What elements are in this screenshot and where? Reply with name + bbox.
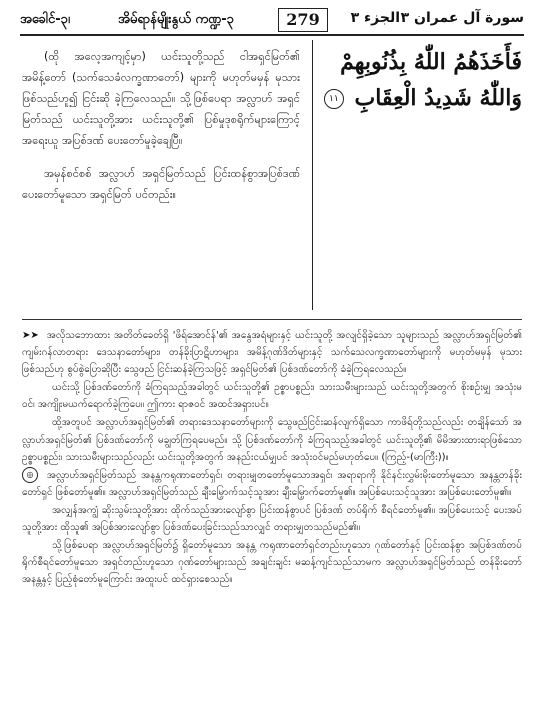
page-number: 279 [278,8,328,32]
circle-note-icon: ◎ [22,467,38,483]
arabic-line-1: فَأَخَذَهُمُ اللّٰهُ بِذُنُوبِهِمْ [340,49,522,75]
arabic-line-2-text: وَاللّٰهُ شَدِيدُ الْعِقَابِ [354,85,522,111]
column-divider [312,40,313,310]
translation-paragraph: (ထို အလေ့အကျင့်မှာ) ယင်းသူတို့သည် ငါအရှင်မြတ်၏ အမိန့်တော် (သက်သေခံလက္ခဏာတော်) များကို မဟုတ်မမှန် မုသားဖြစ်သည်ဟူ၍ ငြင်းဆို ခဲ့ကြလေသည်။ သို့ဖြစ်ပေရာ အလ္လာဟ် အရှင်မြတ်သည် ယင်းသူတို့အား ယင်းသူတို့၏ ပြစ်မှုဒုစရိုက်များကြောင့် အရေးယူ အပြစ်ဒဏ် ပေးတော်မူခဲ့ချေပြီ။ [22,50,300,147]
ayah-number-icon: ١١ [324,89,344,109]
commentary-text: အလ္လာဟ်အရှင်မြတ်သည် အနန္တကရုဏာတော်ရှင်၊ တရားမျှတတော်မူသောအရှင်၊ အရာရာကို နိုင်နင်းလွှမ်းမိုးတော်မူသော အနန္တတန်ခိုးတော်ရှင် ဖြစ်တော်မူ၏။ အလ္လာဟ်အရှင်မြတ်သည် ချီးမြှောက်သင့်သူအား ချီးမြှောက်တော်မူ၏။ အပြစ်ပေးသင့်သူအား အပြစ်ပေးတော်မူ၏။ [22,469,522,498]
book-title: အိမ်ရာန်မျိုးနွယ် ကဏ္ဍ-၃ [118,12,234,27]
commentary-paragraph: အလျှန်အကျွံ ဆိုးသွမ်းသူတို့အား ထိုက်သည်အားလျော်စွာ ပြင်းထန်စွာပင် ပြစ်ဒဏ် တပ်ရိုက် စီရင်တော်မူ၏။ အပြစ်ပေးသင့် ပေးအပ်သူတို့အား ထိုသူ၏ အပြစ်အားလျော်စွာ ပြစ်ဒဏ်ပေးခြင်းသည်သာလျှင် တရားမျှတသည်မည်၏။ [22,504,522,534]
arabic-line-2 [322,80,522,116]
commentary-paragraph [22,327,522,378]
double-arrow-icon: ➤➤ [22,330,39,341]
arabic-verse [322,44,522,116]
verse-translation [22,46,300,217]
juz-label: الجزء ٣ [350,10,400,26]
surah-title: سورة آل عمران ٣ [400,10,524,26]
section-divider [22,319,522,320]
commentary-paragraph [22,467,522,501]
commentary [22,327,522,589]
commentary-paragraph: သို့ဖြစ်ပေရာ အလ္လာဟ်အရှင်မြတ်၌ ရှိတော်မူသော အနန္တ ကရုဏာတော်ရှင်တည်းဟူသော ဂုဏ်တော်နှင့် ပြင်းထန်စွာ အပြစ်ဒဏ်တပ်ရိုက်စီရင်တော်မူသော အရှင်တည်းဟူသော ဂုဏ်တော်များသည် အချင်းချင်း မဆန့်ကျင်သည်သာမက အလ္လာဟ်အရှင်မြတ်သည် တန်ခိုးတော်အနန္တနှင့် ပြည့်စုံတော်မူကြောင်း အထူးပင် ထင်ရှားစေသည်။ [22,540,522,586]
translation-paragraph: အမှန်စင်စစ် အလ္လာဟ် အရှင်မြတ်သည် ပြင်းထန်စွာအပြစ်ဒဏ်ပေးတော်မူသော အရှင်မြတ် ပင်တည်း။ [22,167,300,201]
commentary-paragraph: ယင်းသို့ ပြစ်ဒဏ်တော်ကို ခံကြရသည့်အခါတွင် ယင်းသူတို့၏ ဥစ္စာပစ္စည်း၊ သားသမီးများသည် ယင်းသူတို့အတွက် စိုးစဉ်းမျှ အသုံးမဝင်၊ အကျိုးမယက်ရောက်ခဲ့ကြပေ။ ဤကား ရာဇဝင် အထင်အရှားပင်။ [22,382,522,411]
commentary-paragraph: ထို့အတူပင် အလ္လာဟ်အရှင်မြတ်၏ တရားဒေသနာတော်များကို သွေဖည်ငြင်းဆန်လျက်ရှိသော ကာဖိရ်တို့သည်လည်း တချိန်သော် အလ္လာဟ်အရှင်မြတ်၏ ပြစ်ဒဏ်တော်ကို မချွတ်ကြရပေမည်။ သို့ ပြစ်ဒဏ်တော်ကို ခံကြရသည့်အခါတွင် ယင်းသူတို့၏ မိမိအားထားရာဖြစ်သော ဥစ္စာပစ္စည်း၊ သားသမီးများသည်လည်း ယင်းသူတို့အတွက် အနည်းငယ်မျှပင် အသုံးဝင်မည်မဟုတ်ပေ။ (ကြည့်-(မာကြီး))။ [22,417,522,463]
section-label: အခေါင်-၃၊ [20,12,71,27]
page-header [20,8,524,36]
commentary-text: အလိုသဘောထား အတိတ်ခေတ်ရှိ 'ဖိရ်အောင်န်'၏ အနွေအရံများနှင့် ယင်းသူတို့ အလျင်ရှိခဲ့သော သူများသည် အလ္လာဟ်အရှင်မြတ်၏ ကျမ်းဂန်လာတရား ဒေသနာတော်များ၊ တန်ခိုးပြာဋိဟာများ၊ အမိန့်ဂုဏ်ဒိတ်များနှင့် သက်သေလက္ခဏာတော်များကို မဟုတ်မမှန် မုသားဖြစ်သည်ဟု စွပ်စွဲပြောဆိုပြီး သွေဖည် ငြင်းဆန်ခဲ့ကြသဖြင့် အရှင်မြတ်၏ ပြစ်ဒဏ်တော်ကို ခံခဲ့ကြရလေသည်။ [22,330,522,376]
